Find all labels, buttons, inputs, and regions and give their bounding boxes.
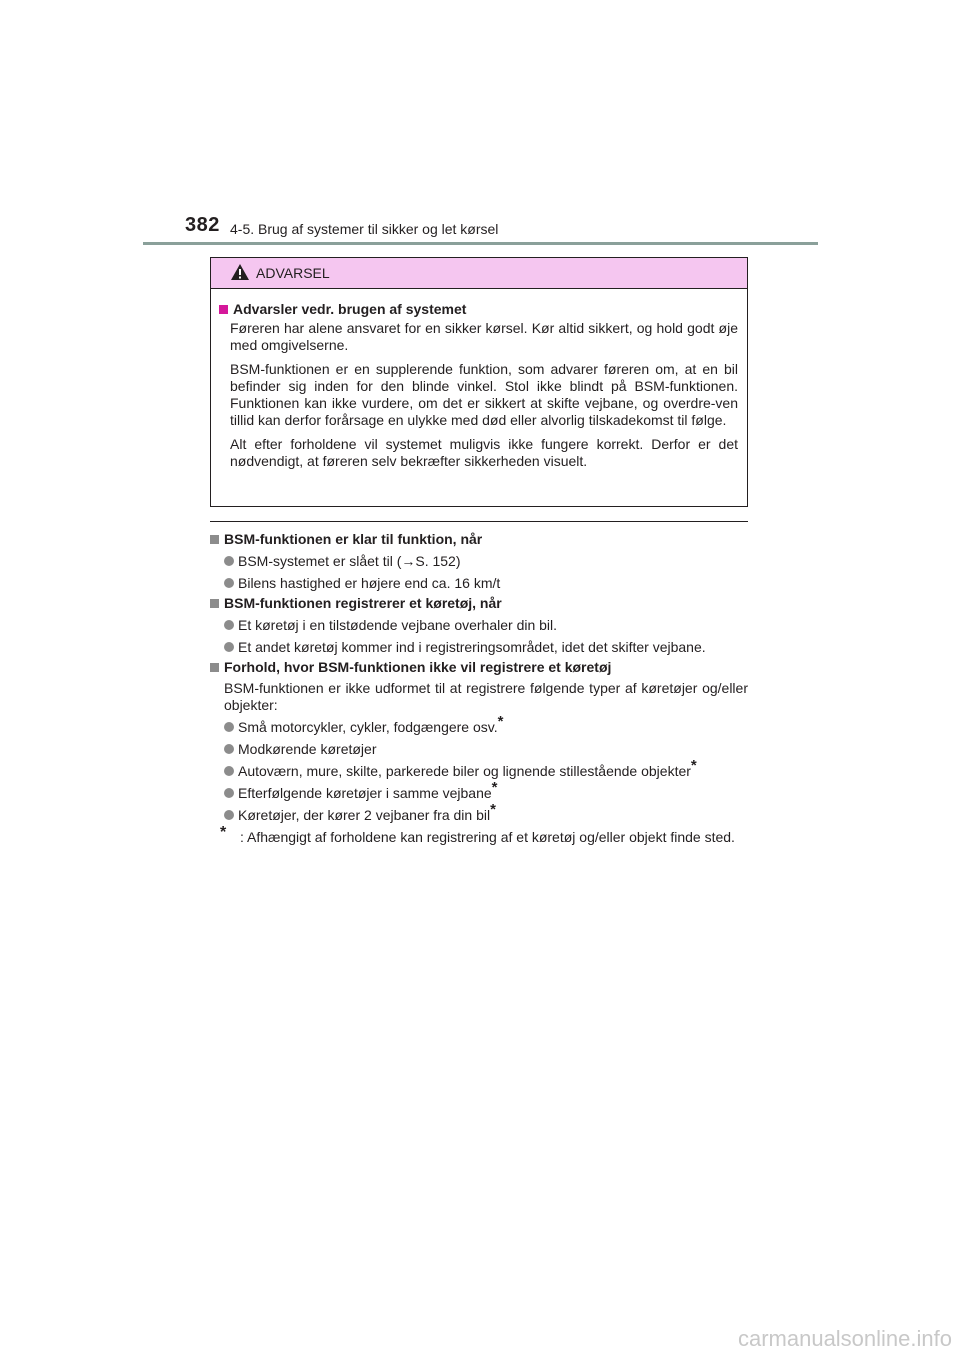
warning-box [210, 257, 748, 507]
footnote-marker: * [690, 757, 697, 774]
list-item [224, 617, 748, 634]
page-number: 382 [185, 214, 220, 236]
circle-bullet-icon [224, 556, 234, 566]
warning-heading [219, 301, 738, 317]
watermark: carmanualsonline.info [737, 1326, 952, 1351]
header-rule [143, 242, 818, 245]
list-item [224, 801, 748, 824]
warning-paragraph: Alt efter forholdene vil systemet muligvis ikke fungere korrekt. Derfor er det nødvendigt, at føreren selv bekræfter sikkerheden visuelt. [230, 436, 738, 469]
section-intro: BSM-funktionen er ikke udformet til at registrere følgende typer af køretøjer og/eller objekter: [224, 680, 748, 713]
section-heading [210, 659, 748, 676]
footnote-marker: * [490, 801, 496, 818]
section-heading [210, 531, 748, 548]
list-item [224, 553, 748, 570]
list-item-text: Et andet køretøj kommer ind i registreringsområdet, idet det skifter vejbane. [238, 639, 706, 655]
list-item [224, 757, 748, 780]
warning-paragraph: Føreren har alene ansvaret for en sikker kørsel. Kør altid sikkert, og hold godt øje med omgivelserne. [230, 320, 738, 353]
footnote-marker: * [497, 713, 504, 730]
circle-bullet-icon [224, 642, 234, 652]
circle-bullet-icon [224, 578, 234, 588]
circle-bullet-icon [224, 620, 234, 630]
section-rule [210, 521, 748, 522]
section-heading-text: Forhold, hvor BSM-funktionen ikke vil registrere et køretøj [224, 659, 612, 675]
circle-bullet-icon [224, 744, 234, 754]
list-item [224, 713, 748, 736]
circle-bullet-icon [224, 766, 234, 776]
circle-bullet-icon [224, 722, 234, 732]
list-item [224, 741, 748, 758]
warning-triangle-icon [230, 263, 250, 281]
list-item-text: Små motorcykler, cykler, fodgængere osv.* [238, 713, 504, 735]
list-item [224, 639, 748, 656]
content [210, 528, 748, 846]
list-item [224, 575, 748, 592]
section-heading-text: BSM-funktionen registrerer et køretøj, når [224, 595, 502, 611]
list-item [224, 779, 748, 802]
footnote-marker: * [491, 779, 498, 796]
warning-paragraph: BSM-funktionen er en supplerende funktion, som advarer føreren om, at en bil befinder sig inden for den blinde vinkel. Stol ikke blindt på BSM-funktionen. Funktionen kan ikke vurdere, om det er sikkert at skifte vejbane, og overdre-ven tillid kan derfor forårsage en ulykke med død eller alvorlig tilskadekomst til følge. [230, 361, 738, 428]
circle-bullet-icon [224, 810, 234, 820]
square-icon [210, 599, 219, 608]
warning-header [211, 258, 747, 289]
section-heading-text: BSM-funktionen er klar til funktion, når [224, 531, 483, 547]
footnote [220, 824, 748, 846]
warning-heading-text: Advarsler vedr. brugen af systemet [233, 301, 467, 317]
chapter-title: 4-5. Brug af systemer til sikker og let kørsel [230, 221, 499, 237]
footnote-text: : Afhængigt af forholdene kan registrering af et køretøj og/eller objekt finde sted. [240, 829, 735, 845]
list-item-text: Efterfølgende køretøjer i samme vejbane* [238, 779, 498, 801]
square-icon [219, 305, 228, 314]
list-item-text: Autoværn, mure, skilte, parkerede biler og lignende stillestående objekter* [238, 757, 697, 779]
list-item-text: Køretøjer, der kører 2 vejbaner fra din bil* [238, 801, 496, 823]
list-item-text: Modkørende køretøjer [238, 741, 377, 757]
list-item-text: Et køretøj i en tilstødende vejbane overhaler din bil. [238, 617, 558, 633]
list-item-text: BSM-systemet er slået til (→S. 152) [238, 553, 461, 569]
square-icon [210, 663, 219, 672]
square-icon [210, 535, 219, 544]
warning-body [211, 289, 747, 470]
list-item-text: Bilens hastighed er højere end ca. 16 km/t [238, 575, 501, 591]
footnote-mark: * [220, 824, 227, 841]
circle-bullet-icon [224, 788, 234, 798]
section-heading [210, 595, 748, 612]
warning-label: ADVARSEL [256, 265, 330, 281]
